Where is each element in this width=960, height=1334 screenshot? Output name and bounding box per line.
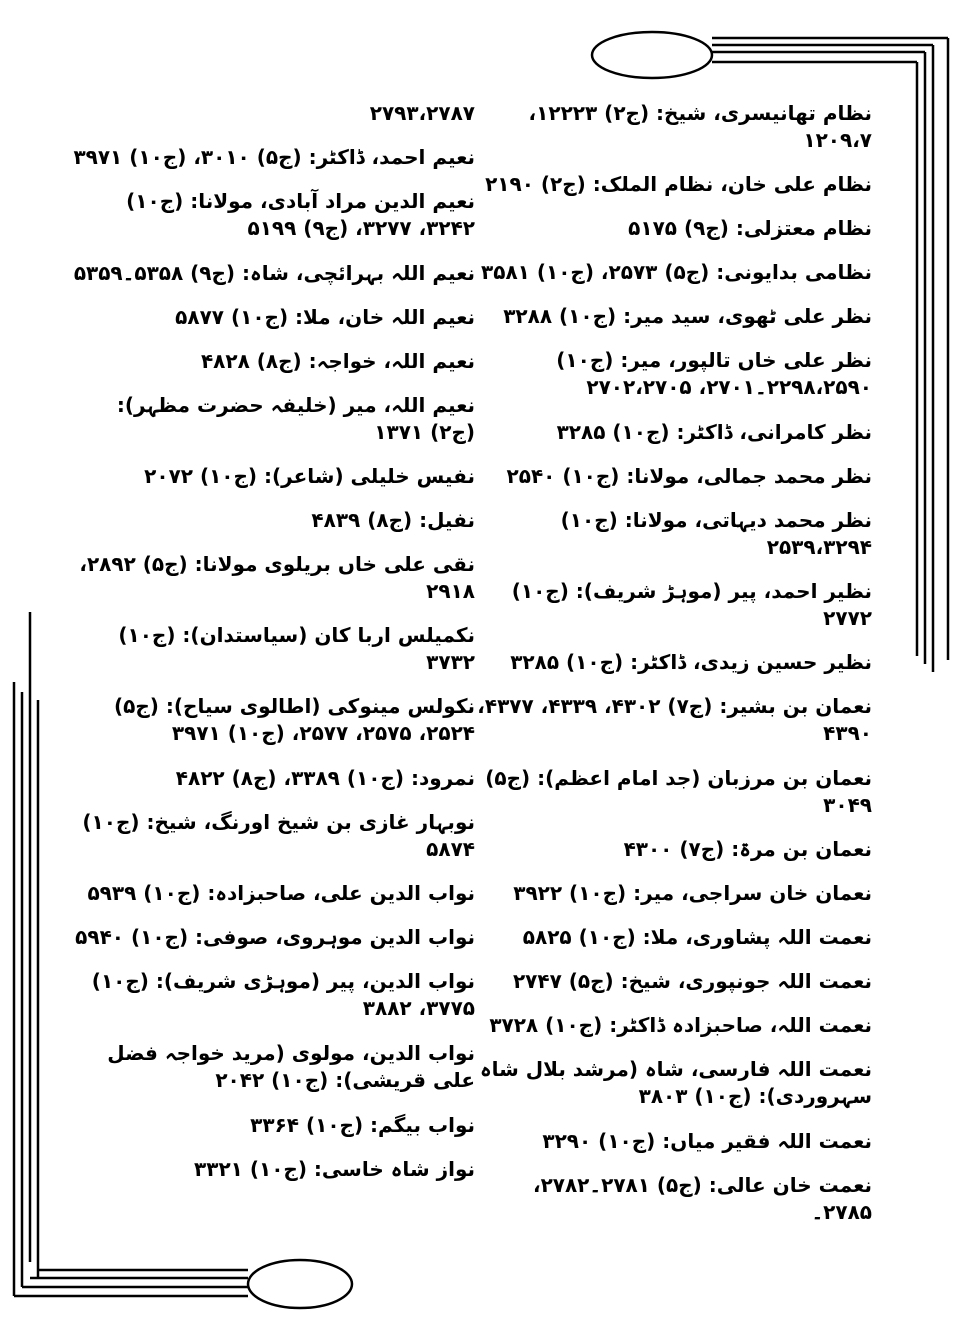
index-entry: ۲۷۹۳،۲۷۸۷ [369,101,475,125]
index-entry: نعمان بن بشیر: (ج۷) ۴۳۰۲، ۴۳۳۹، ۴۳۷۷، ۴۳۹۰ [477,694,872,745]
index-entry: نظر علی ٹھوی، سید میر: (ج۱۰) ۳۲۸۸ [503,304,872,328]
index-entry: نظر کامرانی، ڈاکٹر: (ج۱۰) ۳۲۸۵ [556,420,872,444]
index-entry: نعیم احمد، ڈاکٹر: (ج۵) ۳۰۱۰، (ج۱۰) ۳۹۷۱ [73,145,475,169]
index-entry: نعمت اللہ فارسی، شاہ (مرشد بلال شاہ سہروردی): (ج۱۰) ۳۸۰۳ [479,1057,872,1108]
index-entry: نواب الدین علی، صاحبزادہ: (ج۱۰) ۵۹۳۹ [87,881,475,905]
index-entry: نواب بیگم: (ج۱۰) ۳۳۶۴ [250,1113,475,1137]
index-entry: نعمان بن مرۃ: (ج۷) ۴۳۰۰ [623,837,872,861]
index-entry: نعمان خان سراجی، میر: (ج۱۰) ۳۹۲۲ [513,881,872,905]
index-entry: نقی علی خاں بریلوی مولانا: (ج۵) ۲۸۹۲، ۲۹۱۸ [79,552,475,603]
index-entry: نواب الدین موہروی، صوفی: (ج۱۰) ۵۹۴۰ [75,925,475,949]
bottom-oval-ornament [248,1260,352,1308]
index-entry: نعمت اللہ، صاحبزادہ ڈاکٹر: (ج۱۰) ۳۷۲۸ [489,1013,872,1037]
index-entry: نظر محمد جمالی، مولانا: (ج۱۰) ۲۵۴۰ [506,464,872,488]
index-column-left [70,92,475,1192]
index-entry: نفیس خلیلی (شاعر): (ج۱۰) ۲۰۷۲ [144,464,475,488]
index-entry: نواب الدین، مولوی (مرید خواجہ فضل علی قریشی): (ج۱۰) ۲۰۴۲ [107,1041,475,1092]
index-entry: نعمت اللہ پشاوری، ملا: (ج۱۰) ۵۸۲۵ [522,925,872,949]
index-entry: نعمت خان عالی: (ج۵) ۲۷۸۱۔۲۷۸۲، ۲۷۸۵۔ [532,1173,872,1224]
index-entry: نواز شاہ خاسی: (ج۱۰) ۳۳۲۱ [194,1157,475,1181]
index-entry: نعیم اللہ خان، ملا: (ج۱۰) ۵۸۷۷ [175,305,475,329]
index-entry: نفیل: (ج۸) ۴۸۳۹ [311,508,475,532]
index-entry: نکولس مینوکی (اطالوی سیاح): (ج۵) ۲۵۲۴، ۲۵۷۵، ۲۵۷۷، (ج۱۰) ۳۹۷۱ [114,694,475,745]
top-oval-ornament [592,32,712,78]
index-entry: نعیم الدین مراد آبادی، مولانا: (ج۱۰) ۳۲۴۲، ۳۲۷۷، (ج۹) ۵۱۹۹ [126,189,475,240]
index-entry: نعمان بن مرزبان (جد امام اعظم): (ج۵) ۳۰۴۹ [485,766,872,817]
index-entry: نظر محمد دیہاتی، مولانا: (ج۱۰) ۲۵۳۹،۳۲۹۴ [560,508,872,559]
index-entry: نعیم اللہ بہرائچی، شاہ: (ج۹) ۵۳۵۸۔۵۳۵۹ [73,261,475,285]
index-entry: نمرود: (ج۱۰) ۳۳۸۹، (ج۸) ۴۸۲۲ [175,766,475,790]
index-entry: نظر علی خاں تالپور، میر: (ج۱۰) ۲۲۹۸،۲۵۹۰۔۲۷۰۱، ۲۷۰۲،۲۷۰۵ [556,348,872,399]
index-entry: نظام تھانیسری، شیخ: (ج۲) ۱۲۲۲۳، ۱۲۰۹،۷ [528,101,872,152]
index-entry: نوبہار غازی بن شیخ اورنگ، شیخ: (ج۱۰) ۵۸۷۴ [82,810,475,861]
index-entry: نعمت اللہ فقیر میاں: (ج۱۰) ۳۲۹۰ [542,1129,872,1153]
index-entry: نواب الدین، پیر (موہڑی شریف): (ج۱۰) ۳۷۷۵، ۳۸۸۲ [91,969,475,1020]
index-entry: نظیر احمد، پیر (موہڑ شریف): (ج۱۰) ۲۷۷۲ [511,579,872,630]
index-entry: نعیم اللہ، میر (خلیفہ حضرت مظہر): (ج۲) ۱۳۷۱ [116,393,475,444]
index-entry: نظامی بدایونی: (ج۵) ۲۵۷۳، (ج۱۰) ۳۵۸۱ [481,260,872,284]
index-column-right [477,92,872,1235]
index-entry: نظام علی خان، نظام الملک: (ج۲) ۲۱۹۰ [485,172,872,196]
index-entry: نعیم اللہ، خواجہ: (ج۸) ۴۸۲۸ [200,349,475,373]
index-entry: نکمیلس اربا کان (سیاستدان): (ج۱۰) ۳۷۳۲ [118,623,475,674]
index-entry: نظام معتزلی: (ج۹) ۵۱۷۵ [628,216,872,240]
index-entry: نظیر حسین زیدی، ڈاکٹر: (ج۱۰) ۳۲۸۵ [510,650,872,674]
index-entry: نعمت اللہ جونپوری، شیخ: (ج۵) ۲۷۴۷ [512,969,872,993]
